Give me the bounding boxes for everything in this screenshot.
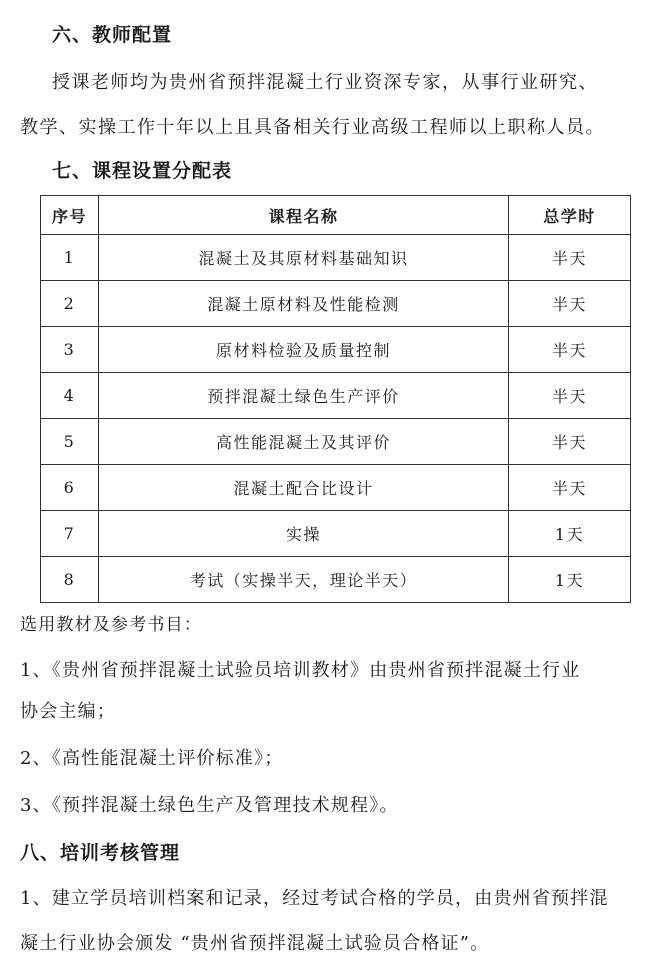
cell-course-name: 混凝土原材料及性能检测	[99, 281, 509, 327]
cell-no: 2	[41, 281, 99, 327]
cell-no: 8	[41, 557, 99, 603]
cell-no: 7	[41, 511, 99, 557]
section-6-paragraph-line-1: 授课老师均为贵州省预拌混凝土行业资深专家，从事行业研究、	[52, 72, 598, 93]
cell-hours: 半天	[509, 419, 631, 465]
cell-hours: 半天	[509, 235, 631, 281]
section-6-paragraph-line-2: 教学、实操工作十年以上且具备相关行业高级工程师以上职称人员。	[20, 117, 605, 138]
section-6-title: 六、教师配置	[52, 24, 173, 46]
section-8-paragraph-line-1: 1、建立学员培训档案和记录，经过考试合格的学员，由贵州省预拌混	[20, 888, 609, 909]
cell-course-name: 预拌混凝土绿色生产评价	[99, 373, 509, 419]
section-8-paragraph-line-2: 凝土行业协会颁发 “贵州省预拌混凝土试验员合格证”。	[20, 933, 490, 954]
section-8-title: 八、培训考核管理	[20, 842, 181, 864]
cell-hours: 半天	[509, 327, 631, 373]
cell-no: 5	[41, 419, 99, 465]
table-row	[41, 281, 631, 327]
cell-course-name: 混凝土配合比设计	[99, 465, 509, 511]
cell-course-name: 混凝土及其原材料基础知识	[99, 235, 509, 281]
table-row	[41, 419, 631, 465]
cell-hours: 半天	[509, 373, 631, 419]
section-7-title: 七、课程设置分配表	[52, 160, 233, 182]
cell-hours: 半天	[509, 465, 631, 511]
cell-hours: 1天	[509, 557, 631, 603]
cell-course-name: 实操	[99, 511, 509, 557]
cell-no: 1	[41, 235, 99, 281]
reference-item-3: 3、《预拌混凝土绿色生产及管理技术规程》。	[20, 795, 399, 816]
reference-item-1-line-2: 协会主编；	[20, 701, 116, 722]
table-row	[41, 327, 631, 373]
header-no: 序号	[41, 196, 99, 235]
table-row	[41, 373, 631, 419]
cell-no: 6	[41, 465, 99, 511]
cell-hours: 1天	[509, 511, 631, 557]
cell-course-name: 高性能混凝土及其评价	[99, 419, 509, 465]
table-row	[41, 557, 631, 603]
table-row	[41, 511, 631, 557]
table-row	[41, 235, 631, 281]
cell-no: 4	[41, 373, 99, 419]
table-row	[41, 465, 631, 511]
cell-hours: 半天	[509, 281, 631, 327]
cell-course-name: 考试（实操半天，理论半天）	[99, 557, 509, 603]
reference-item-1-line-1: 1、《贵州省预拌混凝土试验员培训教材》由贵州省预拌混凝土行业	[20, 660, 581, 681]
header-hours: 总学时	[509, 196, 631, 235]
header-course-name: 课程名称	[99, 196, 509, 235]
cell-no: 3	[41, 327, 99, 373]
cell-course-name: 原材料检验及质量控制	[99, 327, 509, 373]
course-table	[40, 195, 631, 603]
references-intro: 选用教材及参考书目：	[20, 615, 202, 635]
table-header-row	[41, 196, 631, 235]
reference-item-2: 2、《高性能混凝土评价标准》；	[20, 748, 284, 769]
